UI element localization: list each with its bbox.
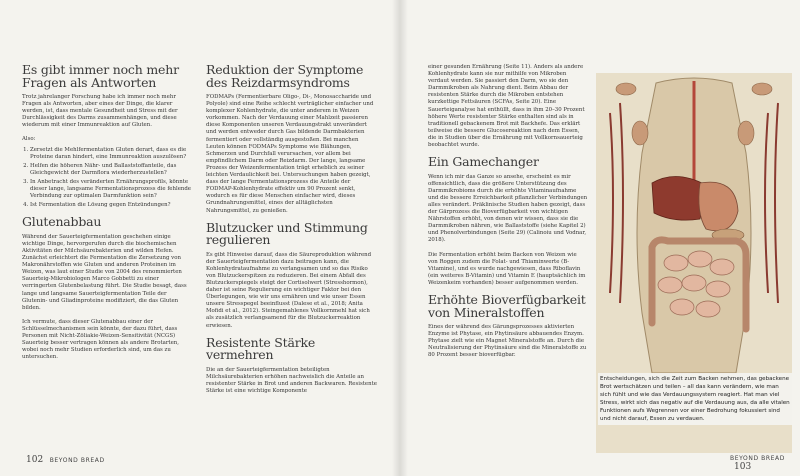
paragraph: Die Fermentation erhöht beim Backen von Weizen wie von Roggen zudem die Folat- und Thiaminwerte (B-Vitamine), und es wurde nachgewiesen, dass Riboflavin (ein weiteres B-Vitamin) und Vitamin E (hauptsächlich im Weizenkeim vorhanden) besser aufgenommen werden. [428,251,586,286]
heading-reizdarm: Reduktion der Symptome des Reizdarmsyndroms [206,62,364,90]
also-label: Also: [22,136,36,143]
heading-glutenabbau: Glutenabbau [22,214,102,230]
heading-staerke: Resistente Stärke vermehren [206,334,316,363]
folio-right [730,455,800,472]
paragraph: FODMAPs (Fermentierbare Oligo-, Di-, Monosaccharide und Polyole) sind eine Reihe schlecht verträglicher einfacher und komplexer Kohlenhydrate, die unter anderem in Weizen vorkommen. Nach der Verdauung einer Mahlzeit passieren diese Komponenten unseren Verdauungstrakt unverändert und werden entweder durch Gas bildende Darmbakterien fermentiert oder vollständig ausgestoßen. Bei manchen Leuten können FODMAPs Symptome wie Blähungen, Schmerzen und Durchfall verursachen, vor allem bei empfindlichem Darm oder Reizdarm. Der lange, langsame Prozess der Weizenfermentation trägt erheblich zu seiner leichten Verdaulichkeit bei. Untersuchungen haben gezeigt, dass der lange Fermentationsprozess die Anteile der FODMAP-Kohlenhydrate effektiv um 90 Prozent senkt, wodurch es für diese Menschen einfacher wird, dieses Grundnahrungsmittel, eines der alltäglichsten Nahrungsmittel, zu genießen. [206,94,374,214]
folio-left [22,455,105,465]
left-column-1 [22,64,192,368]
image-caption: Entscheidungen, sich die Zeit zum Backen nehmen, das gebackene Brot wertschätzen und teilen – all das kann verändern, wie man sich fühlt und wie das Verdauungssystem reagiert. Hat man viel Stress, wirkt sich das negativ auf die Verdauung aus, da alle vitalen Funktionen aufs Wegrennen vor einer Bedrohung fokussiert sind und nicht darauf, Essen zu verdauen. [598,373,792,425]
right-column-1 [428,64,588,367]
heading-blutzucker: Blutzucker und Stimmung regulieren [206,219,368,248]
page-number: 103 [734,462,752,472]
list-item: 2. Helfen die höheren Nähr- und Ballaststoffanteile, das Gleichgewicht der Darmflora wiederherzustellen? [30,163,192,177]
paragraph: Trotz jahrelanger Forschung habe ich immer noch mehr Fragen als Antworten, aber eines der Dinge, die klarer werden, ist, dass mentale Gesundheit und Stress mit der Durchlässigkeit des Darms zusammenhängen, und diese wiederum mit einer Immunreaktion auf Gluten. [22,94,178,129]
list-item: 1. Zersetzt die Mehlfermentation Gluten derart, dass es die Proteine daran hindert, eine Immunreaktion auszulösen? [30,147,192,161]
heading-gamechanger: Ein Gamechanger [428,154,539,170]
list-item: 3. In Anbetracht des veränderten Ernährungsprofils, könnte dieser lange, langsame Fermentationsprozess die fehlende Verbindung zur optimalen Darmfunktion sein? [30,179,192,200]
heading-antworten: Es gibt immer noch mehr Fragen als Antworten [22,62,179,90]
running-footer: BEYOND BREAD [49,457,105,464]
paragraph: Es gibt Hinweise darauf, dass die Säureproduktion während der Sauerteigfermentation dazu beitragen kann, die Kohlenhydrataufnahme zu verlangsamen und so das Risiko von Blutzuckerspitzen zu reduzieren. Bei einem Abfall des Blutzuckerspiegels steigt der Cortisolwert (Stresshormon), daher ist seine Regulierung ein wichtiger Faktor bei den Überlegungen, wie wir uns ernähren und wie unser Essen unsere Stresspegel beeinflusst (Dalese et al., 2018; Anita Mofidi et al., 2012). Steingemahlenes Vollkornmehl hat sich als zusätzlich verlangsamend für die Blutzuckerreaktion erwiesen. [206,251,372,329]
list-item: 4. Ist Fermentation die Lösung gegen Entzündungen? [30,202,192,209]
paragraph: Eines der während des Gärungsprozesses aktivierten Enzyme ist Phytase, ein Phytinsäure abbauendes Enzym. Phytase zielt wie ein Magnet Mineralstoffe an. Durch die Neutralisierung der Phytinsäure sind die Mineralstoffe zu 80 Prozent besser bioverfügbar. [428,324,587,359]
left-column-2 [206,64,378,402]
paragraph: Wenn ich mir das Ganze so ansehe, erscheint es mir offensichtlich, dass die größere Unterstützung des Darmmikrobioms durch die erhöhte Vitaminaufnahme und die bessere Erreichbarkeit pflanzlicher Verbindungen alles verändert. Präklinische Studien haben gezeigt, dass der Gärprozess die Bioverfügbarkeit von wichtigen Nährstoffen erhöht, von denen wir wissen, dass sie die Darmmikroben nähren, wie Ballaststoffe (siehe Kapitel 2) und Phenolverbindungen (Seite 29) (Calinoiu und Vodnar, 2018). [428,173,588,244]
heading-mineralstoffe: Erhöhte Bioverfügbarkeit von Mineralstoffen [428,292,586,320]
question-list [22,147,192,210]
paragraph: Die an der Sauerteigfermentation beteiligten Milchsäurebakterien erhöhen nachweislich die Anteile an resistenter Stärke in Brot und anderen Backwaren. Resistente Stärke ist eine wichtige Komponente [206,366,377,394]
page-number: 102 [26,455,44,465]
running-footer: BEYOND BREAD [730,455,785,462]
book-gutter [392,0,408,476]
paragraph: Während der Sauerteigfermentation geschehen einige wichtige Dinge, hervorgerufen durch die biochemischen Aktivitäten der Milchsäurebakterien und wilden Hefen. Zunächst erleichtert die Fermentation die Zersetzung von Makronährstoffen wie Gluten und anderen Proteinen im Weizen, was laut einer Studie von 2004 des renommierten Sauerteig-Mikrobiologen Marco Gobbetti zu einer verringerten Glutenbelastung führt. Die Studie besagt, dass lange und langsame Sauerteigfermentation Teile der Glutenin- und Gliadinproteine modifiziert, die das Gluten bilden. [22,233,187,311]
paragraph: Ich vermute, dass dieser Glutenabbau einer der Schlüsselmechanismen sein könnte, der dazu führt, dass Personen mit Nicht-Zöliakie-Weizen-Sensitivität (NCGS) Sauerteig besser vertragen können als andere Brotarten, wobei noch mehr Studien erforderlich sind, um das zu untersuchen. [22,318,179,361]
paragraph: einer gesunden Ernährung (Seite 11). Anders als andere Kohlenhydrate kann sie nur mithilfe von Mikroben verdaut werden. Sie passiert den Darm, wo sie den Darmmikroben als Nahrung dient. Beim Abbau der resistenten Stärke durch die Mikroben entstehen kurzkettige Fettsäuren (SCFAs, Seite 20). Eine Sauerteiganalyse hat enthüllt, dass in ihm 20–30 Prozent höhere Werte resistenter Stärke enthalten sind als in traditionell gebackenem Brot mit Backhefe. Das erklärt teilweise die bessere Glucosereaktion nach dem Essen, die in Studien über die Ernährung mit Vollkornsauerteig beobachtet wurde. [428,64,585,149]
